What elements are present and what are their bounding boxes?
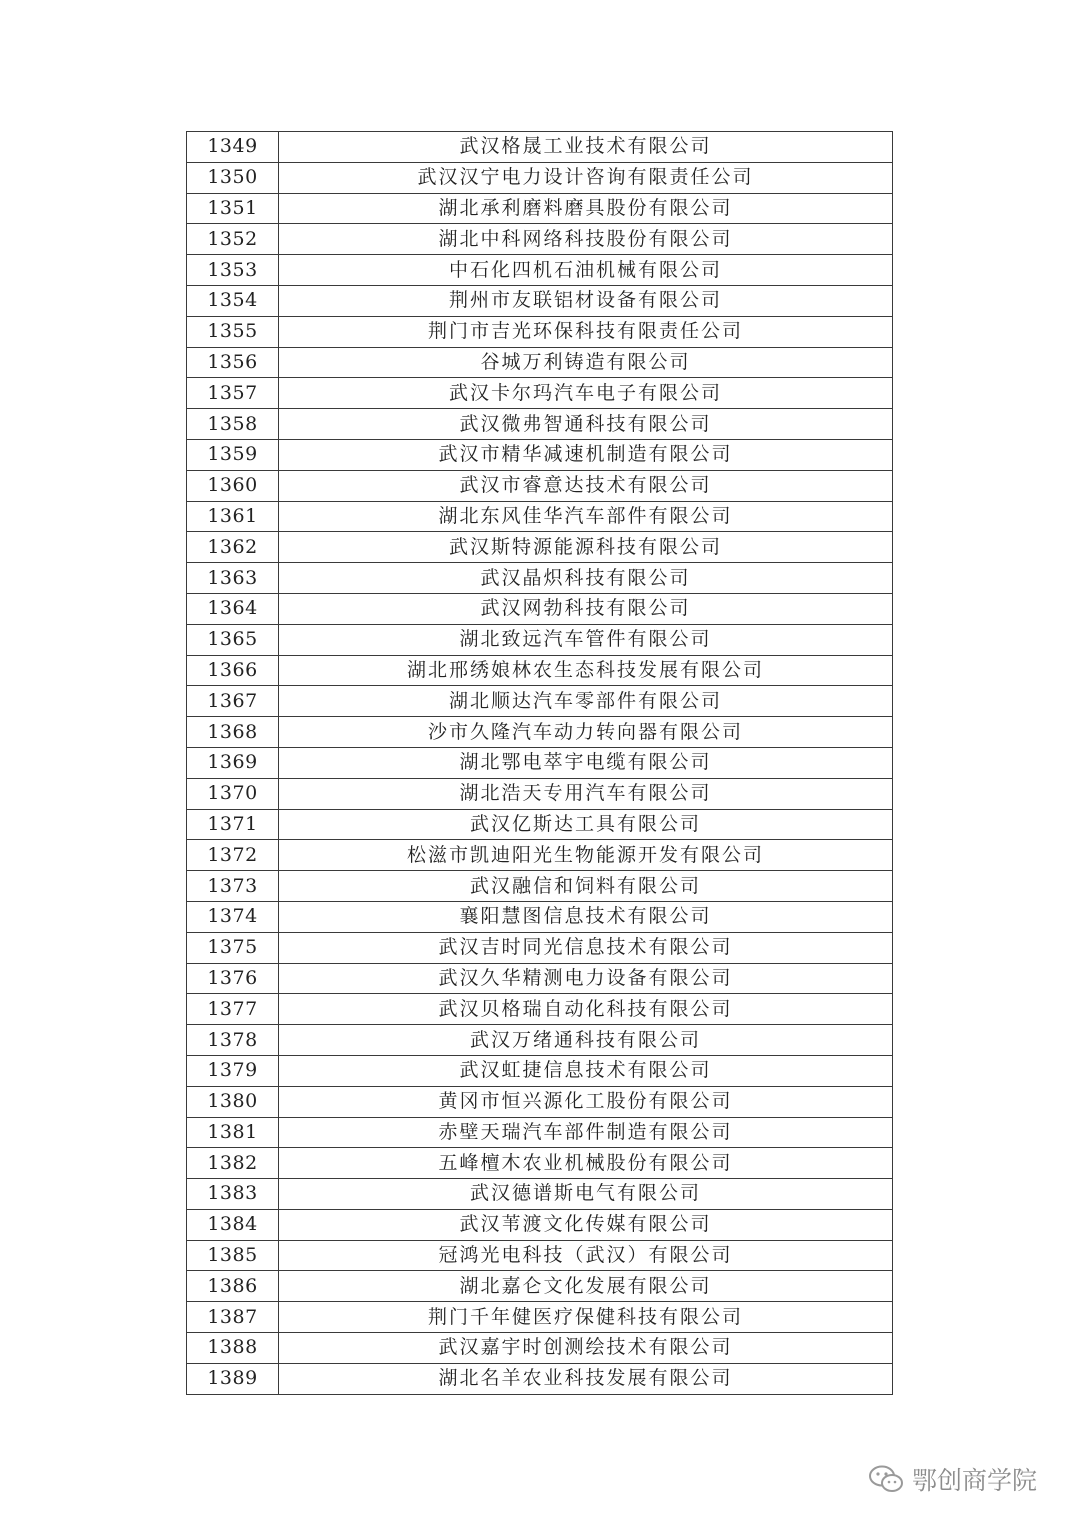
row-number: 1366	[187, 655, 279, 686]
company-name: 武汉斯特源能源科技有限公司	[279, 532, 893, 563]
table-row	[187, 809, 893, 840]
row-number: 1356	[187, 347, 279, 378]
table-row	[187, 994, 893, 1025]
company-name: 武汉虹捷信息技术有限公司	[279, 1055, 893, 1086]
row-number: 1388	[187, 1333, 279, 1364]
table-row	[187, 1333, 893, 1364]
company-name: 湖北致远汽车管件有限公司	[279, 624, 893, 655]
row-number: 1372	[187, 840, 279, 871]
company-name: 沙市久隆汽车动力转向器有限公司	[279, 717, 893, 748]
row-number: 1364	[187, 593, 279, 624]
row-number: 1361	[187, 501, 279, 532]
row-number: 1383	[187, 1179, 279, 1210]
table-row	[187, 470, 893, 501]
row-number: 1355	[187, 316, 279, 347]
company-name: 谷城万利铸造有限公司	[279, 347, 893, 378]
company-name: 冠鸿光电科技（武汉）有限公司	[279, 1240, 893, 1271]
table-row	[187, 132, 893, 163]
company-name: 湖北承利磨料磨具股份有限公司	[279, 193, 893, 224]
table-row	[187, 1302, 893, 1333]
row-number: 1373	[187, 871, 279, 902]
row-number: 1380	[187, 1086, 279, 1117]
row-number: 1382	[187, 1148, 279, 1179]
company-name: 湖北邢绣娘林农生态科技发展有限公司	[279, 655, 893, 686]
row-number: 1377	[187, 994, 279, 1025]
watermark-text: 鄂创商学院	[912, 1466, 1038, 1495]
table-row	[187, 1209, 893, 1240]
company-table	[186, 131, 893, 1395]
table-row	[187, 224, 893, 255]
table-row	[187, 193, 893, 224]
table-row	[187, 532, 893, 563]
row-number: 1385	[187, 1240, 279, 1271]
company-name: 赤壁天瑞汽车部件制造有限公司	[279, 1117, 893, 1148]
row-number: 1365	[187, 624, 279, 655]
table-row	[187, 563, 893, 594]
row-number: 1389	[187, 1363, 279, 1394]
row-number: 1353	[187, 255, 279, 286]
company-name: 武汉晶炽科技有限公司	[279, 563, 893, 594]
wechat-icon	[868, 1464, 904, 1494]
table-row	[187, 717, 893, 748]
company-name: 武汉万绪通科技有限公司	[279, 1025, 893, 1056]
company-name: 武汉网勃科技有限公司	[279, 593, 893, 624]
table-row	[187, 778, 893, 809]
row-number: 1376	[187, 963, 279, 994]
row-number: 1368	[187, 717, 279, 748]
company-name: 武汉格晟工业技术有限公司	[279, 132, 893, 163]
table-row	[187, 1240, 893, 1271]
table-row	[187, 747, 893, 778]
company-name: 武汉汉宁电力设计咨询有限责任公司	[279, 162, 893, 193]
company-list-page	[186, 131, 893, 1395]
row-number: 1369	[187, 747, 279, 778]
company-name: 荆州市友联铝材设备有限公司	[279, 285, 893, 316]
table-row	[187, 285, 893, 316]
row-number: 1362	[187, 532, 279, 563]
table-row	[187, 162, 893, 193]
company-name: 武汉贝格瑞自动化科技有限公司	[279, 994, 893, 1025]
company-name: 湖北顺达汽车零部件有限公司	[279, 686, 893, 717]
row-number: 1357	[187, 378, 279, 409]
table-row	[187, 871, 893, 902]
company-name: 武汉市精华减速机制造有限公司	[279, 439, 893, 470]
company-name: 武汉亿斯达工具有限公司	[279, 809, 893, 840]
row-number: 1352	[187, 224, 279, 255]
company-name: 湖北名羊农业科技发展有限公司	[279, 1363, 893, 1394]
table-row	[187, 901, 893, 932]
row-number: 1374	[187, 901, 279, 932]
company-name: 武汉融信和饲料有限公司	[279, 871, 893, 902]
company-name: 黄冈市恒兴源化工股份有限公司	[279, 1086, 893, 1117]
table-row	[187, 1271, 893, 1302]
company-name: 武汉久华精测电力设备有限公司	[279, 963, 893, 994]
row-number: 1371	[187, 809, 279, 840]
table-row	[187, 1055, 893, 1086]
row-number: 1359	[187, 439, 279, 470]
table-row	[187, 686, 893, 717]
table-row	[187, 840, 893, 871]
row-number: 1367	[187, 686, 279, 717]
row-number: 1384	[187, 1209, 279, 1240]
table-row	[187, 316, 893, 347]
table-row	[187, 1117, 893, 1148]
company-name: 中石化四机石油机械有限公司	[279, 255, 893, 286]
table-row	[187, 1025, 893, 1056]
watermark	[868, 1462, 1037, 1496]
table-row	[187, 1363, 893, 1394]
table-row	[187, 963, 893, 994]
company-name: 武汉嘉宇时创测绘技术有限公司	[279, 1333, 893, 1364]
table-row	[187, 593, 893, 624]
table-row	[187, 255, 893, 286]
company-name: 荆门千年健医疗保健科技有限公司	[279, 1302, 893, 1333]
company-name: 湖北中科网络科技股份有限公司	[279, 224, 893, 255]
company-name: 湖北浩天专用汽车有限公司	[279, 778, 893, 809]
row-number: 1378	[187, 1025, 279, 1056]
company-name: 武汉微弗智通科技有限公司	[279, 409, 893, 440]
company-table-body	[187, 132, 893, 1395]
table-row	[187, 655, 893, 686]
table-row	[187, 1179, 893, 1210]
row-number: 1363	[187, 563, 279, 594]
company-name: 武汉德谱斯电气有限公司	[279, 1179, 893, 1210]
row-number: 1360	[187, 470, 279, 501]
company-name: 武汉市睿意达技术有限公司	[279, 470, 893, 501]
company-name: 武汉卡尔玛汽车电子有限公司	[279, 378, 893, 409]
row-number: 1351	[187, 193, 279, 224]
company-name: 荆门市吉光环保科技有限责任公司	[279, 316, 893, 347]
row-number: 1349	[187, 132, 279, 163]
company-name: 襄阳慧图信息技术有限公司	[279, 901, 893, 932]
table-row	[187, 932, 893, 963]
company-name: 湖北鄂电萃宇电缆有限公司	[279, 747, 893, 778]
table-row	[187, 501, 893, 532]
table-row	[187, 378, 893, 409]
company-name: 五峰檀木农业机械股份有限公司	[279, 1148, 893, 1179]
row-number: 1381	[187, 1117, 279, 1148]
table-row	[187, 439, 893, 470]
company-name: 松滋市凯迪阳光生物能源开发有限公司	[279, 840, 893, 871]
company-name: 湖北嘉仑文化发展有限公司	[279, 1271, 893, 1302]
row-number: 1379	[187, 1055, 279, 1086]
company-name: 湖北东风佳华汽车部件有限公司	[279, 501, 893, 532]
row-number: 1386	[187, 1271, 279, 1302]
row-number: 1358	[187, 409, 279, 440]
table-row	[187, 409, 893, 440]
row-number: 1350	[187, 162, 279, 193]
row-number: 1375	[187, 932, 279, 963]
row-number: 1387	[187, 1302, 279, 1333]
row-number: 1354	[187, 285, 279, 316]
company-name: 武汉苇渡文化传媒有限公司	[279, 1209, 893, 1240]
table-row	[187, 1148, 893, 1179]
row-number: 1370	[187, 778, 279, 809]
company-name: 武汉吉时同光信息技术有限公司	[279, 932, 893, 963]
table-row	[187, 1086, 893, 1117]
table-row	[187, 347, 893, 378]
table-row	[187, 624, 893, 655]
